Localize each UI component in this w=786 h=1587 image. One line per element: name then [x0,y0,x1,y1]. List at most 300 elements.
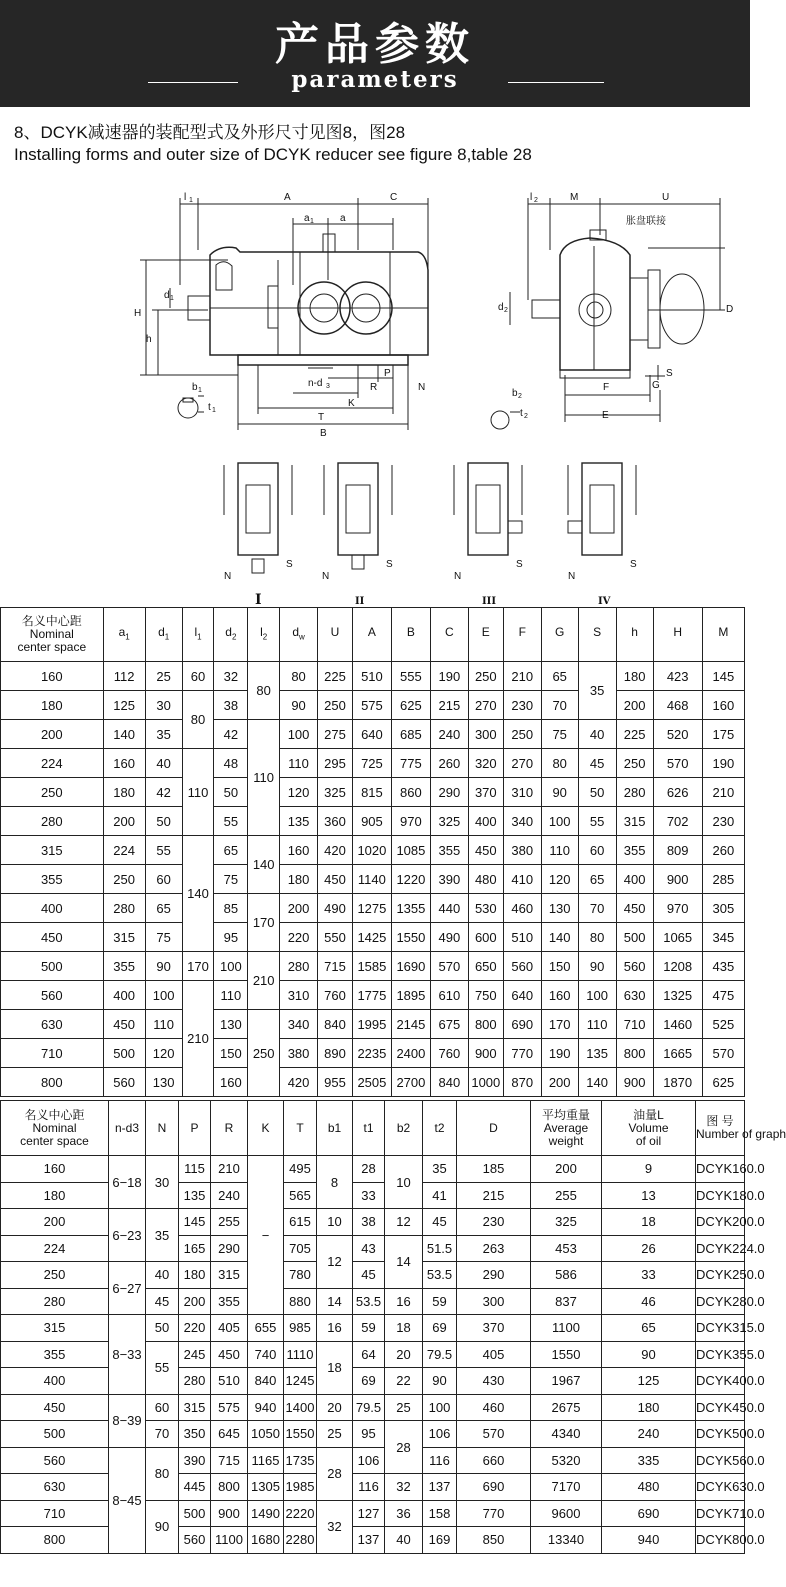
table2-oil-cell: 180 [602,1394,696,1421]
table2-T-cell: 615 [284,1209,317,1236]
table1-cell: 315 [616,807,653,836]
table2-b2-cell: 22 [385,1368,423,1395]
column-symbol: H [673,624,683,639]
column-header [702,608,744,662]
table2-N-cell: 50 [146,1315,179,1342]
table1-cell: 75 [145,923,182,952]
table2-size-cell: 710 [1,1500,109,1527]
table1-cell: 815 [352,778,391,807]
svg-text:d: d [498,302,504,313]
label-a: a [340,213,346,224]
table1-cell: 570 [702,1039,744,1068]
table2-size-cell: 280 [1,1288,109,1315]
table1-cell: 210 [702,778,744,807]
header-text-header_en2: center space [20,1133,89,1148]
table1-cell: 390 [430,865,468,894]
table2-t2-cell: 69 [423,1315,457,1342]
table1-cell: 345 [702,923,744,952]
table1-cell: 450 [318,865,353,894]
header-text-header_cn: 名义中心距 [21,614,82,628]
table1-cell: 490 [430,923,468,952]
table1-cell: 190 [541,1039,578,1068]
table1-row [1,662,745,691]
table2-t1-cell: 69 [353,1368,385,1395]
table1-cell: 300 [468,720,503,749]
table1-cell: 140 [103,720,145,749]
table2-g-cell: DCYK224.0 [696,1235,745,1262]
header-text-header_cn: 名义中心距 [24,1107,85,1122]
table1-cell: 305 [702,894,744,923]
svg-text:B: B [320,428,327,439]
table1-cell: 120 [280,778,318,807]
svg-text:R: R [370,382,378,393]
table2-row [1,1394,745,1421]
table2-R-cell: 645 [211,1421,248,1448]
table2-b2-cell: 40 [385,1527,423,1554]
table1-cell: 65 [578,865,616,894]
table1-cell: 230 [503,691,541,720]
table1-cell: 560 [503,952,541,981]
svg-text:3: 3 [326,383,330,390]
table1-cell: 38 [214,691,248,720]
table2-g-cell: DCYK500.0 [696,1421,745,1448]
column-symbol: l [194,624,198,639]
form-4-diagram [568,463,636,555]
table1-cell: 560 [616,952,653,981]
table1-cell: 625 [702,1068,744,1097]
table1-cell: 715 [318,952,353,981]
dimension-table-2 [0,1100,786,1554]
table1-cell: 490 [318,894,353,923]
column-header [103,608,145,662]
svg-text:S: S [630,559,637,570]
table2-oil-cell: 690 [602,1500,696,1527]
table1-cell: 224 [1,749,104,778]
table1-cell: 315 [103,923,145,952]
table1-cell: 400 [616,865,653,894]
table1-cell: 75 [214,865,248,894]
table1-cell: 2235 [352,1039,391,1068]
column-header: R [211,1101,248,1156]
table1-cell: 2400 [391,1039,430,1068]
table1-cell: 900 [616,1068,653,1097]
table1-cell: 1690 [391,952,430,981]
table2-N-cell: 90 [146,1500,179,1553]
svg-text:1: 1 [170,295,174,302]
table2-g-cell: DCYK250.0 [696,1262,745,1289]
table2-P-cell: 165 [179,1235,211,1262]
table1-cell: 100 [578,981,616,1010]
svg-text:N: N [418,382,426,393]
table1-cell: 315 [1,836,104,865]
table2-N-cell: 40 [146,1262,179,1289]
table1-cell: 175 [702,720,744,749]
table2-b1-cell: 10 [317,1209,353,1236]
table1-cell: 640 [352,720,391,749]
table2-R-cell: 355 [211,1288,248,1315]
column-header [653,608,702,662]
svg-text:N: N [568,571,576,582]
table1-cell: 180 [616,662,653,691]
table2-oil-cell: 33 [602,1262,696,1289]
table1-cell: 600 [468,923,503,952]
table1-cell: 625 [391,691,430,720]
table1-cell: 410 [503,865,541,894]
table1-cell: 510 [503,923,541,952]
table2-w-cell: 255 [531,1182,602,1209]
column-header [616,608,653,662]
column-symbol: B [406,624,415,639]
table1-cell: 1775 [352,981,391,1010]
table2-P-cell: 445 [179,1474,211,1501]
svg-text:d: d [164,290,170,301]
table1-cell: 120 [145,1039,182,1068]
column-header [318,608,353,662]
table2-w-cell: 1550 [531,1341,602,1368]
table2-size-cell: 800 [1,1527,109,1554]
column-subscript: 1 [197,632,202,642]
table1-cell: 110 [145,1010,182,1039]
table1-cell: 80 [182,691,214,749]
table2-nd3-cell: 8−33 [109,1315,146,1395]
column-subscript: 2 [262,632,268,642]
table1-cell: 423 [653,662,702,691]
table1-cell: 100 [280,720,318,749]
table1-cell: 630 [616,981,653,1010]
table2-g-cell: DCYK800.0 [696,1527,745,1554]
table1-cell: 160 [541,981,578,1010]
weight-header-line: weight [548,1133,584,1148]
table1-cell: 160 [103,749,145,778]
column-header: P [179,1101,211,1156]
table2-b1-cell: 25 [317,1421,353,1448]
table1-cell: 45 [578,749,616,778]
svg-text:b: b [192,382,198,393]
table2-t2-cell: 51.5 [423,1235,457,1262]
weight-header-line: 平均重量 [541,1107,590,1122]
table1-row [1,1010,745,1039]
table1-cell: 575 [352,691,391,720]
table2-oil-cell: 13 [602,1182,696,1209]
table1-cell: 1325 [653,981,702,1010]
table1-cell: 955 [318,1068,353,1097]
table1-cell: 48 [214,749,248,778]
table2-t1-cell: 45 [353,1262,385,1289]
table2-P-cell: 560 [179,1527,211,1554]
table1-cell: 130 [214,1010,248,1039]
table1-cell: 90 [578,952,616,981]
table2-D-cell: 850 [457,1527,531,1554]
table2-w-cell: 9600 [531,1500,602,1527]
table1-cell: 40 [578,720,616,749]
table2-row [1,1447,745,1474]
table1-cell: 160 [1,662,104,691]
table2-K-cell: 740 [248,1341,284,1368]
table1-cell: 55 [578,807,616,836]
header-banner [0,0,750,107]
table2-P-cell: 350 [179,1421,211,1448]
table1-cell: 400 [468,807,503,836]
table1-cell: 225 [318,662,353,691]
graph-header-line: Number of graph [696,1127,786,1141]
column-symbol: S [593,624,602,639]
table1-cell: 510 [352,662,391,691]
table2-R-cell: 240 [211,1182,248,1209]
table1-cell: 65 [145,894,182,923]
svg-text:G: G [652,380,660,391]
column-symbol: E [481,624,490,639]
svg-text:n-d: n-d [308,378,323,389]
table2-R-cell: 255 [211,1209,248,1236]
table2-t1-cell: 95 [353,1421,385,1448]
table1-cell: 280 [103,894,145,923]
table2-R-cell: 900 [211,1500,248,1527]
table1-cell: 1550 [391,923,430,952]
table1-cell: 800 [468,1010,503,1039]
table2-D-cell: 230 [457,1209,531,1236]
table1-cell: 180 [103,778,145,807]
table2-T-cell: 2280 [284,1527,317,1554]
table1-cell: 900 [468,1039,503,1068]
table1-cell: 355 [1,865,104,894]
table1-cell: 140 [541,923,578,952]
header-text-header_en1: Nominal [29,627,74,641]
column-header: T [284,1101,317,1156]
table2-size-cell: 315 [1,1315,109,1342]
table1-row [1,1039,745,1068]
table2-b1-cell: 8 [317,1156,353,1209]
column-symbol: A [367,624,376,639]
column-symbol: C [445,624,454,639]
table2-R-cell: 210 [211,1156,248,1183]
table2-size-cell: 560 [1,1447,109,1474]
table2-N-cell: 70 [146,1421,179,1448]
table2-K-cell: 840 [248,1368,284,1395]
table1-row [1,865,745,894]
table2-P-cell: 280 [179,1368,211,1395]
label-h: h [146,334,152,345]
table2-D-cell: 660 [457,1447,531,1474]
table2-oil-cell: 480 [602,1474,696,1501]
svg-text:D: D [726,304,734,315]
table1-cell: 468 [653,691,702,720]
table1-cell: 50 [214,778,248,807]
table2-P-cell: 390 [179,1447,211,1474]
table1-cell: 1665 [653,1039,702,1068]
table1-cell: 280 [616,778,653,807]
table1-cell: 355 [430,836,468,865]
table1-row [1,720,745,749]
table2-T-cell: 1400 [284,1394,317,1421]
table2-row [1,1315,745,1342]
table2-R-cell: 315 [211,1262,248,1289]
table2-N-cell: 80 [146,1447,179,1500]
svg-text:S: S [386,559,393,570]
table1-cell: 570 [430,952,468,981]
table1-cell: 355 [103,952,145,981]
table2-nd3-cell: 6−18 [109,1156,146,1209]
table2-w-cell: 2675 [531,1394,602,1421]
table1-cell: 80 [578,923,616,952]
table1-cell: 55 [214,807,248,836]
table1-cell: 355 [616,836,653,865]
table2-g-cell: DCYK315.0 [696,1315,745,1342]
table2-T-cell: 1245 [284,1368,317,1395]
header-text-header_en1: Nominal [32,1120,77,1135]
table2-size-cell: 200 [1,1209,109,1236]
form-1-diagram [224,463,292,573]
table1-cell: 702 [653,807,702,836]
table1-cell: 1208 [653,952,702,981]
table1-cell: 1020 [352,836,391,865]
table1-row [1,952,745,981]
table1-cell: 840 [430,1068,468,1097]
table2-K-cell: − [248,1156,284,1315]
table2-t1-cell: 106 [353,1447,385,1474]
column-subscript: 2 [231,632,237,642]
table2-size-cell: 500 [1,1421,109,1448]
form-2-diagram [324,463,392,569]
column-symbol: h [631,624,638,639]
table1-cell: 90 [541,778,578,807]
table2-T-cell: 565 [284,1182,317,1209]
table2-T-cell: 705 [284,1235,317,1262]
column-subscript: 1 [125,632,130,642]
table1-cell: 435 [702,952,744,981]
table2-t1-cell: 79.5 [353,1394,385,1421]
table1-cell: 560 [1,981,104,1010]
table1-cell: 70 [541,691,578,720]
table2-size-cell: 224 [1,1235,109,1262]
svg-text:M: M [570,192,579,203]
table1-cell: 2700 [391,1068,430,1097]
table2-t1-cell: 59 [353,1315,385,1342]
nominal-center-header [1,608,104,662]
table1-cell: 80 [248,662,280,720]
table1-cell: 970 [391,807,430,836]
table2-T-cell: 1985 [284,1474,317,1501]
table1-cell: 770 [503,1039,541,1068]
table1-row [1,981,745,1010]
column-header: t1 [353,1101,385,1156]
table2-P-cell: 180 [179,1262,211,1289]
column-header: b2 [385,1101,423,1156]
table1-cell: 50 [578,778,616,807]
front-view-drawing [128,190,448,440]
table1-cell: 1085 [391,836,430,865]
column-header [248,608,280,662]
table1-cell: 1870 [653,1068,702,1097]
table1-cell: 280 [1,807,104,836]
intro-cn: 8、DCYK减速器的装配型式及外形尺寸见图8，图28 [14,123,406,142]
table1-cell: 270 [503,749,541,778]
form-3-diagram [454,463,522,555]
column-header [468,608,503,662]
table2-oil-cell: 65 [602,1315,696,1342]
table1-cell: 110 [248,720,280,836]
table1-cell: 1275 [352,894,391,923]
column-subscript: w [299,632,305,642]
table1-cell: 190 [702,749,744,778]
svg-text:1: 1 [189,197,193,204]
table1-cell: 250 [248,1010,280,1097]
table1-cell: 42 [214,720,248,749]
table1-cell: 380 [503,836,541,865]
table1-cell: 145 [702,662,744,691]
table2-b2-cell: 18 [385,1315,423,1342]
table1-cell: 210 [182,981,214,1097]
column-header [391,608,430,662]
table2-w-cell: 586 [531,1262,602,1289]
table1-cell: 570 [653,749,702,778]
table1-cell: 1065 [653,923,702,952]
table2-oil-cell: 240 [602,1421,696,1448]
column-symbol: d [225,624,232,639]
column-header [352,608,391,662]
column-subscript: 1 [164,632,170,642]
table1-cell: 220 [280,923,318,952]
table1-cell: 270 [468,691,503,720]
table1-cell: 1000 [468,1068,503,1097]
table2-T-cell: 495 [284,1156,317,1183]
svg-text:N: N [322,571,330,582]
oil-header-line: Volume [628,1120,669,1135]
table2-g-cell: DCYK450.0 [696,1394,745,1421]
svg-text:S: S [516,559,523,570]
table2-b1-cell: 12 [317,1235,353,1288]
table1-cell: 120 [541,865,578,894]
table1-cell: 685 [391,720,430,749]
table1-cell: 110 [182,749,214,836]
column-symbol: U [330,624,340,639]
table1-cell: 480 [468,865,503,894]
svg-text:2: 2 [504,307,508,314]
table1-cell: 340 [280,1010,318,1039]
table2-size-cell: 160 [1,1156,109,1183]
weight-header [531,1101,602,1156]
svg-text:2: 2 [534,197,538,204]
table2-t1-cell: 43 [353,1235,385,1262]
table2-T-cell: 880 [284,1288,317,1315]
table1-cell: 112 [103,662,145,691]
table2-w-cell: 1100 [531,1315,602,1342]
table1-cell: 500 [1,952,104,981]
table1-row [1,894,745,923]
table2-K-cell: 1490 [248,1500,284,1527]
table2-w-cell: 4340 [531,1421,602,1448]
svg-text:N: N [224,571,232,582]
svg-text:K: K [348,398,355,409]
table2-D-cell: 300 [457,1288,531,1315]
table1-cell: 100 [145,981,182,1010]
table1-cell: 200 [1,720,104,749]
table2-row [1,1156,745,1183]
table1-cell: 200 [280,894,318,923]
table2-t2-cell: 137 [423,1474,457,1501]
table2-size-cell: 630 [1,1474,109,1501]
table2-b2-cell: 28 [385,1421,423,1474]
table1-cell: 125 [103,691,145,720]
svg-text:U: U [662,192,670,203]
table2-T-cell: 780 [284,1262,317,1289]
svg-text:N: N [454,571,462,582]
table2-R-cell: 450 [211,1341,248,1368]
banner-subtitle: parameters [291,66,459,93]
table2-t1-cell: 53.5 [353,1288,385,1315]
table1-cell: 710 [1,1039,104,1068]
table1-cell: 150 [214,1039,248,1068]
table2-t2-cell: 106 [423,1421,457,1448]
